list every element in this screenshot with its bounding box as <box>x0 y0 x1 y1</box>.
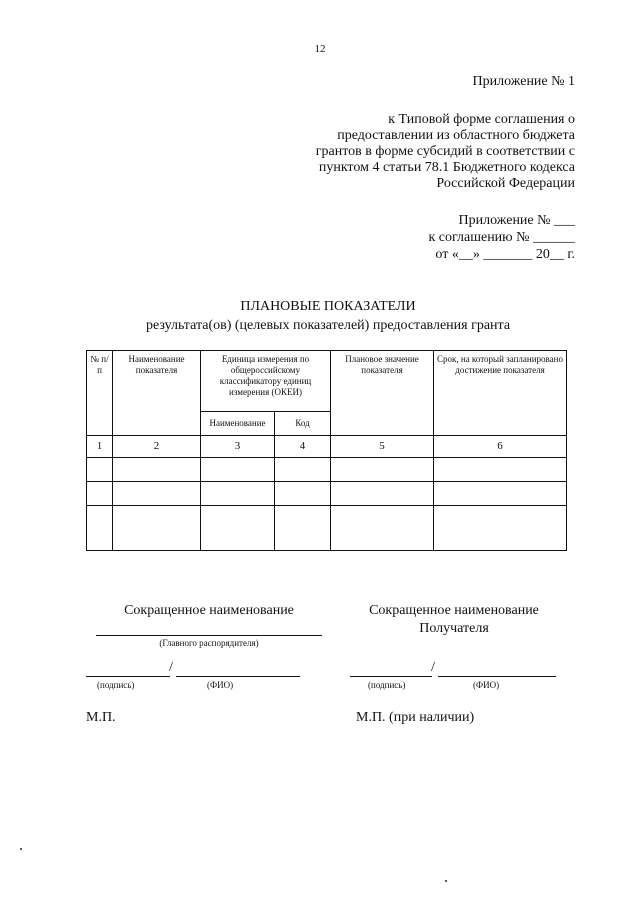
left-sign-line <box>86 676 170 677</box>
header-num: № п/п <box>87 351 113 436</box>
header-unit-name: Наименование <box>201 412 275 436</box>
left-org-label: Сокращенное наименование <box>124 603 294 618</box>
table-row <box>87 482 567 506</box>
header-unit: Единица измерения по общероссийскому классификатору единиц измерения (ОКЕИ) <box>201 351 331 412</box>
header-indicator-name: Наименование показателя <box>113 351 201 436</box>
table-row <box>87 506 567 551</box>
cell <box>87 458 113 482</box>
cell <box>87 482 113 506</box>
left-separator: / <box>169 660 173 675</box>
annex-line: предоставлении из областного бюджета <box>337 128 575 143</box>
annex-line: грантов в форме субсидий в соответствии с <box>315 144 575 159</box>
cell <box>113 482 201 506</box>
column-number: 1 <box>87 436 113 458</box>
left-org-line <box>96 635 322 636</box>
table-row <box>87 458 567 482</box>
right-org-label: Сокращенное наименование <box>369 603 539 618</box>
agreement-annex-number: Приложение № ___ <box>458 213 575 228</box>
left-stamp: М.П. <box>86 710 116 725</box>
scan-speck <box>20 848 22 850</box>
document-title: ПЛАНОВЫЕ ПОКАЗАТЕЛИ <box>240 299 416 314</box>
cell <box>434 458 567 482</box>
cell <box>87 506 113 551</box>
left-fio-caption: (ФИО) <box>207 680 234 690</box>
column-number-row <box>87 436 567 458</box>
column-number: 6 <box>434 436 567 458</box>
header-deadline: Срок, на который запланировано достижение показателя <box>434 351 567 436</box>
cell <box>201 458 275 482</box>
cell <box>275 482 331 506</box>
left-sign-caption: (подпись) <box>97 680 135 690</box>
agreement-annex <box>428 212 575 263</box>
cell <box>113 506 201 551</box>
column-number: 4 <box>275 436 331 458</box>
cell <box>201 482 275 506</box>
annex-line: пунктом 4 статьи 78.1 Бюджетного кодекса <box>318 160 575 175</box>
cell <box>275 458 331 482</box>
annex-title: Приложение № 1 <box>472 74 575 89</box>
cell <box>201 506 275 551</box>
cell <box>434 506 567 551</box>
right-separator: / <box>431 660 435 675</box>
page-number: 12 <box>314 43 326 55</box>
annex-description <box>316 112 575 192</box>
header-planned-value: Плановое значение показателя <box>331 351 434 436</box>
annex-line: к Типовой форме соглашения о <box>388 112 575 127</box>
cell <box>331 458 434 482</box>
agreement-date: от «__» _______ 20__ г. <box>435 247 575 262</box>
left-org-caption: (Главного распорядителя) <box>159 638 259 648</box>
annex-line: Российской Федерации <box>436 176 575 191</box>
right-org-label-2: Получателя <box>419 621 489 636</box>
agreement-number: к соглашению № ______ <box>428 230 575 245</box>
right-sign-line <box>350 676 432 677</box>
right-fio-caption: (ФИО) <box>473 680 500 690</box>
right-sign-caption: (подпись) <box>368 680 406 690</box>
column-number: 5 <box>331 436 434 458</box>
cell <box>434 482 567 506</box>
left-fio-line <box>176 676 300 677</box>
cell <box>331 506 434 551</box>
document-subtitle: результата(ов) (целевых показателей) предоставления гранта <box>145 318 511 333</box>
cell <box>331 482 434 506</box>
header-unit-code: Код <box>275 412 331 436</box>
scan-speck <box>445 880 447 882</box>
indicators-table <box>86 350 567 551</box>
column-number: 2 <box>113 436 201 458</box>
cell <box>275 506 331 551</box>
table-header-row <box>87 351 567 412</box>
right-stamp: М.П. (при наличии) <box>356 710 475 725</box>
cell <box>113 458 201 482</box>
column-number: 3 <box>201 436 275 458</box>
right-fio-line <box>438 676 556 677</box>
